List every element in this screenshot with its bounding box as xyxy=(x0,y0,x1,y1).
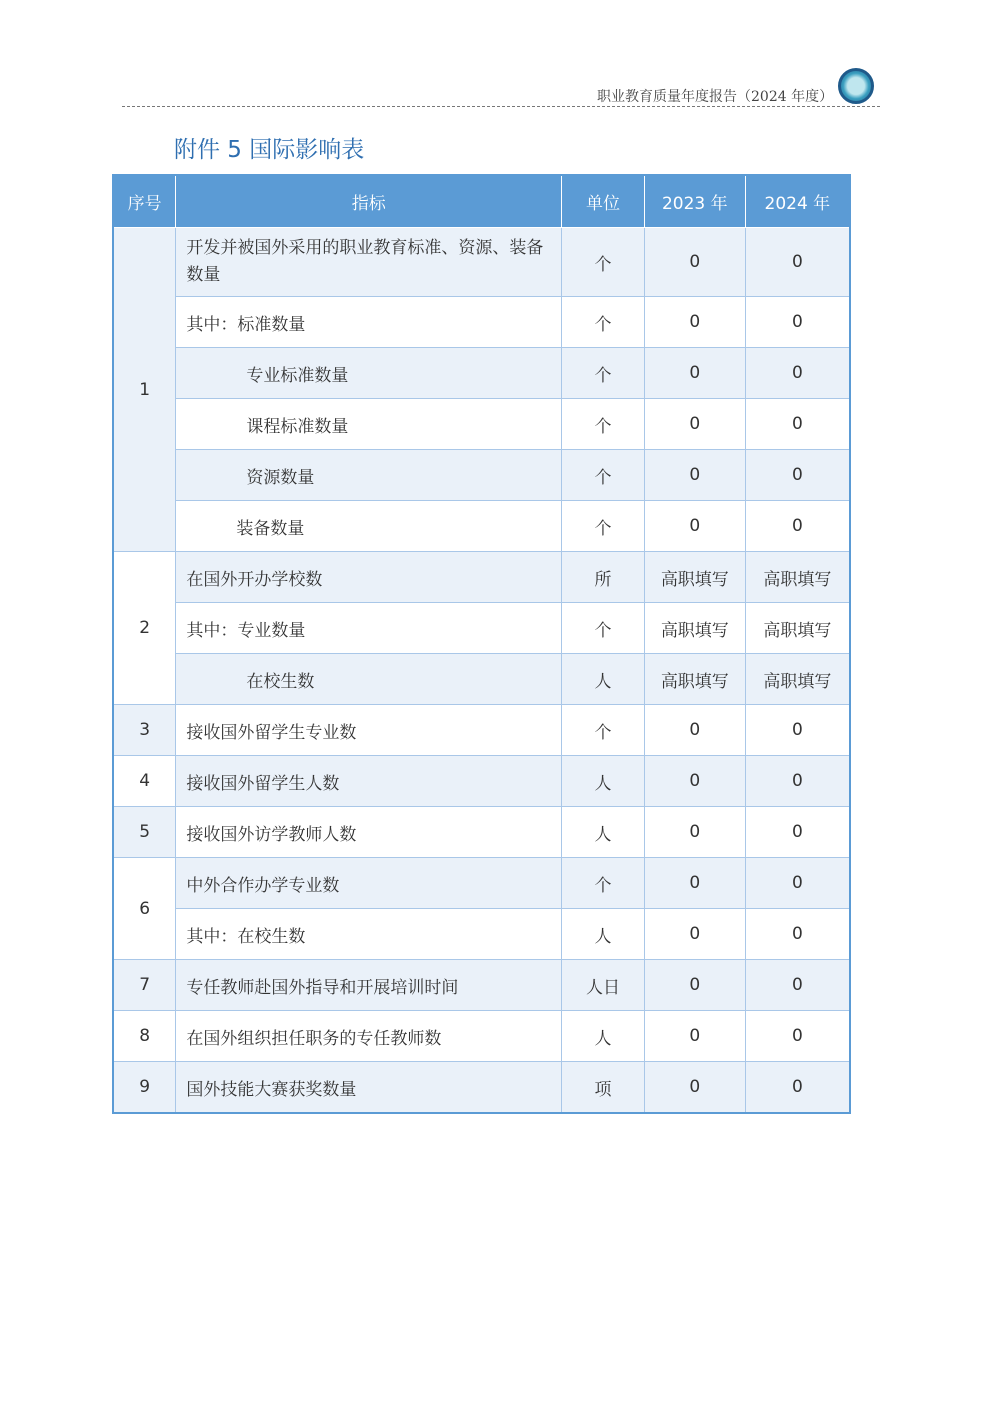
table-row xyxy=(113,501,850,552)
table-row xyxy=(113,807,850,858)
value-2024-cell: 0 xyxy=(745,348,850,399)
value-2024-cell: 0 xyxy=(745,399,850,450)
value-2023-cell: 高职填写 xyxy=(644,654,745,705)
running-header: 职业教育质量年度报告（2024 年度） xyxy=(597,89,834,105)
value-2024-cell: 高职填写 xyxy=(745,654,850,705)
value-2024-cell: 0 xyxy=(745,450,850,501)
value-2023-cell: 0 xyxy=(644,399,745,450)
table-row xyxy=(113,450,850,501)
seq-cell: 7 xyxy=(113,960,176,1011)
table-row xyxy=(113,858,850,909)
indicator-cell: 国外技能大赛获奖数量 xyxy=(176,1062,562,1114)
table-row xyxy=(113,756,850,807)
indicator-cell: 其中：标准数量 xyxy=(176,297,562,348)
indicator-cell: 装备数量 xyxy=(176,501,562,552)
indicator-cell: 接收国外访学教师人数 xyxy=(176,807,562,858)
seq-cell: 3 xyxy=(113,705,176,756)
indicator-cell: 接收国外留学生专业数 xyxy=(176,705,562,756)
table-row xyxy=(113,297,850,348)
unit-cell: 个 xyxy=(562,450,645,501)
value-2023-cell: 0 xyxy=(644,1011,745,1062)
unit-cell: 个 xyxy=(562,348,645,399)
value-2024-cell: 高职填写 xyxy=(745,552,850,603)
value-2023-cell: 高职填写 xyxy=(644,603,745,654)
indicator-cell: 课程标准数量 xyxy=(176,399,562,450)
seq-cell: 8 xyxy=(113,1011,176,1062)
col-seq: 序号 xyxy=(113,175,176,228)
indicator-cell: 在国外开办学校数 xyxy=(176,552,562,603)
indicator-cell: 其中：专业数量 xyxy=(176,603,562,654)
school-logo-icon xyxy=(838,68,874,104)
value-2024-cell: 0 xyxy=(745,858,850,909)
unit-cell: 人 xyxy=(562,1011,645,1062)
table-row xyxy=(113,348,850,399)
value-2024-cell: 0 xyxy=(745,756,850,807)
seq-cell: 1 xyxy=(113,228,176,552)
unit-cell: 人 xyxy=(562,807,645,858)
indicator-cell: 在国外组织担任职务的专任教师数 xyxy=(176,1011,562,1062)
international-impact-table xyxy=(112,174,851,1114)
col-2023: 2023 年 xyxy=(644,175,745,228)
value-2023-cell: 0 xyxy=(644,228,745,297)
unit-cell: 人 xyxy=(562,909,645,960)
indicator-cell: 专业标准数量 xyxy=(176,348,562,399)
indicator-cell: 在校生数 xyxy=(176,654,562,705)
unit-cell: 人 xyxy=(562,654,645,705)
value-2023-cell: 0 xyxy=(644,705,745,756)
unit-cell: 所 xyxy=(562,552,645,603)
value-2024-cell: 0 xyxy=(745,960,850,1011)
value-2024-cell: 0 xyxy=(745,501,850,552)
col-2024: 2024 年 xyxy=(745,175,850,228)
table-row xyxy=(113,909,850,960)
header-divider xyxy=(122,106,880,107)
seq-cell: 9 xyxy=(113,1062,176,1114)
value-2023-cell: 0 xyxy=(644,756,745,807)
table-header xyxy=(113,175,850,228)
value-2024-cell: 0 xyxy=(745,705,850,756)
value-2023-cell: 0 xyxy=(644,1062,745,1114)
indicator-cell: 中外合作办学专业数 xyxy=(176,858,562,909)
table-row xyxy=(113,399,850,450)
value-2023-cell: 0 xyxy=(644,348,745,399)
value-2024-cell: 0 xyxy=(745,909,850,960)
unit-cell: 项 xyxy=(562,1062,645,1114)
indicator-cell: 开发并被国外采用的职业教育标准、资源、装备数量 xyxy=(176,228,562,297)
seq-cell: 6 xyxy=(113,858,176,960)
unit-cell: 个 xyxy=(562,297,645,348)
indicator-cell: 专任教师赴国外指导和开展培训时间 xyxy=(176,960,562,1011)
value-2024-cell: 0 xyxy=(745,228,850,297)
value-2023-cell: 0 xyxy=(644,807,745,858)
seq-cell: 4 xyxy=(113,756,176,807)
value-2024-cell: 0 xyxy=(745,1011,850,1062)
unit-cell: 个 xyxy=(562,858,645,909)
unit-cell: 人 xyxy=(562,756,645,807)
table-row xyxy=(113,1062,850,1114)
table-row xyxy=(113,654,850,705)
value-2023-cell: 0 xyxy=(644,858,745,909)
value-2024-cell: 0 xyxy=(745,297,850,348)
value-2024-cell: 高职填写 xyxy=(745,603,850,654)
value-2024-cell: 0 xyxy=(745,1062,850,1114)
unit-cell: 个 xyxy=(562,603,645,654)
table-row xyxy=(113,705,850,756)
table-row xyxy=(113,552,850,603)
value-2023-cell: 0 xyxy=(644,501,745,552)
table-row xyxy=(113,603,850,654)
col-unit: 单位 xyxy=(562,175,645,228)
table-row xyxy=(113,960,850,1011)
col-indicator: 指标 xyxy=(176,175,562,228)
value-2023-cell: 0 xyxy=(644,450,745,501)
indicator-cell: 资源数量 xyxy=(176,450,562,501)
table-row xyxy=(113,1011,850,1062)
value-2023-cell: 高职填写 xyxy=(644,552,745,603)
value-2023-cell: 0 xyxy=(644,960,745,1011)
value-2024-cell: 0 xyxy=(745,807,850,858)
table-row xyxy=(113,228,850,297)
seq-cell: 5 xyxy=(113,807,176,858)
value-2023-cell: 0 xyxy=(644,909,745,960)
indicator-cell: 其中：在校生数 xyxy=(176,909,562,960)
unit-cell: 个 xyxy=(562,705,645,756)
unit-cell: 个 xyxy=(562,399,645,450)
unit-cell: 人日 xyxy=(562,960,645,1011)
unit-cell: 个 xyxy=(562,501,645,552)
value-2023-cell: 0 xyxy=(644,297,745,348)
unit-cell: 个 xyxy=(562,228,645,297)
page-title: 附件 5 国际影响表 xyxy=(174,137,365,163)
seq-cell: 2 xyxy=(113,552,176,705)
indicator-cell: 接收国外留学生人数 xyxy=(176,756,562,807)
